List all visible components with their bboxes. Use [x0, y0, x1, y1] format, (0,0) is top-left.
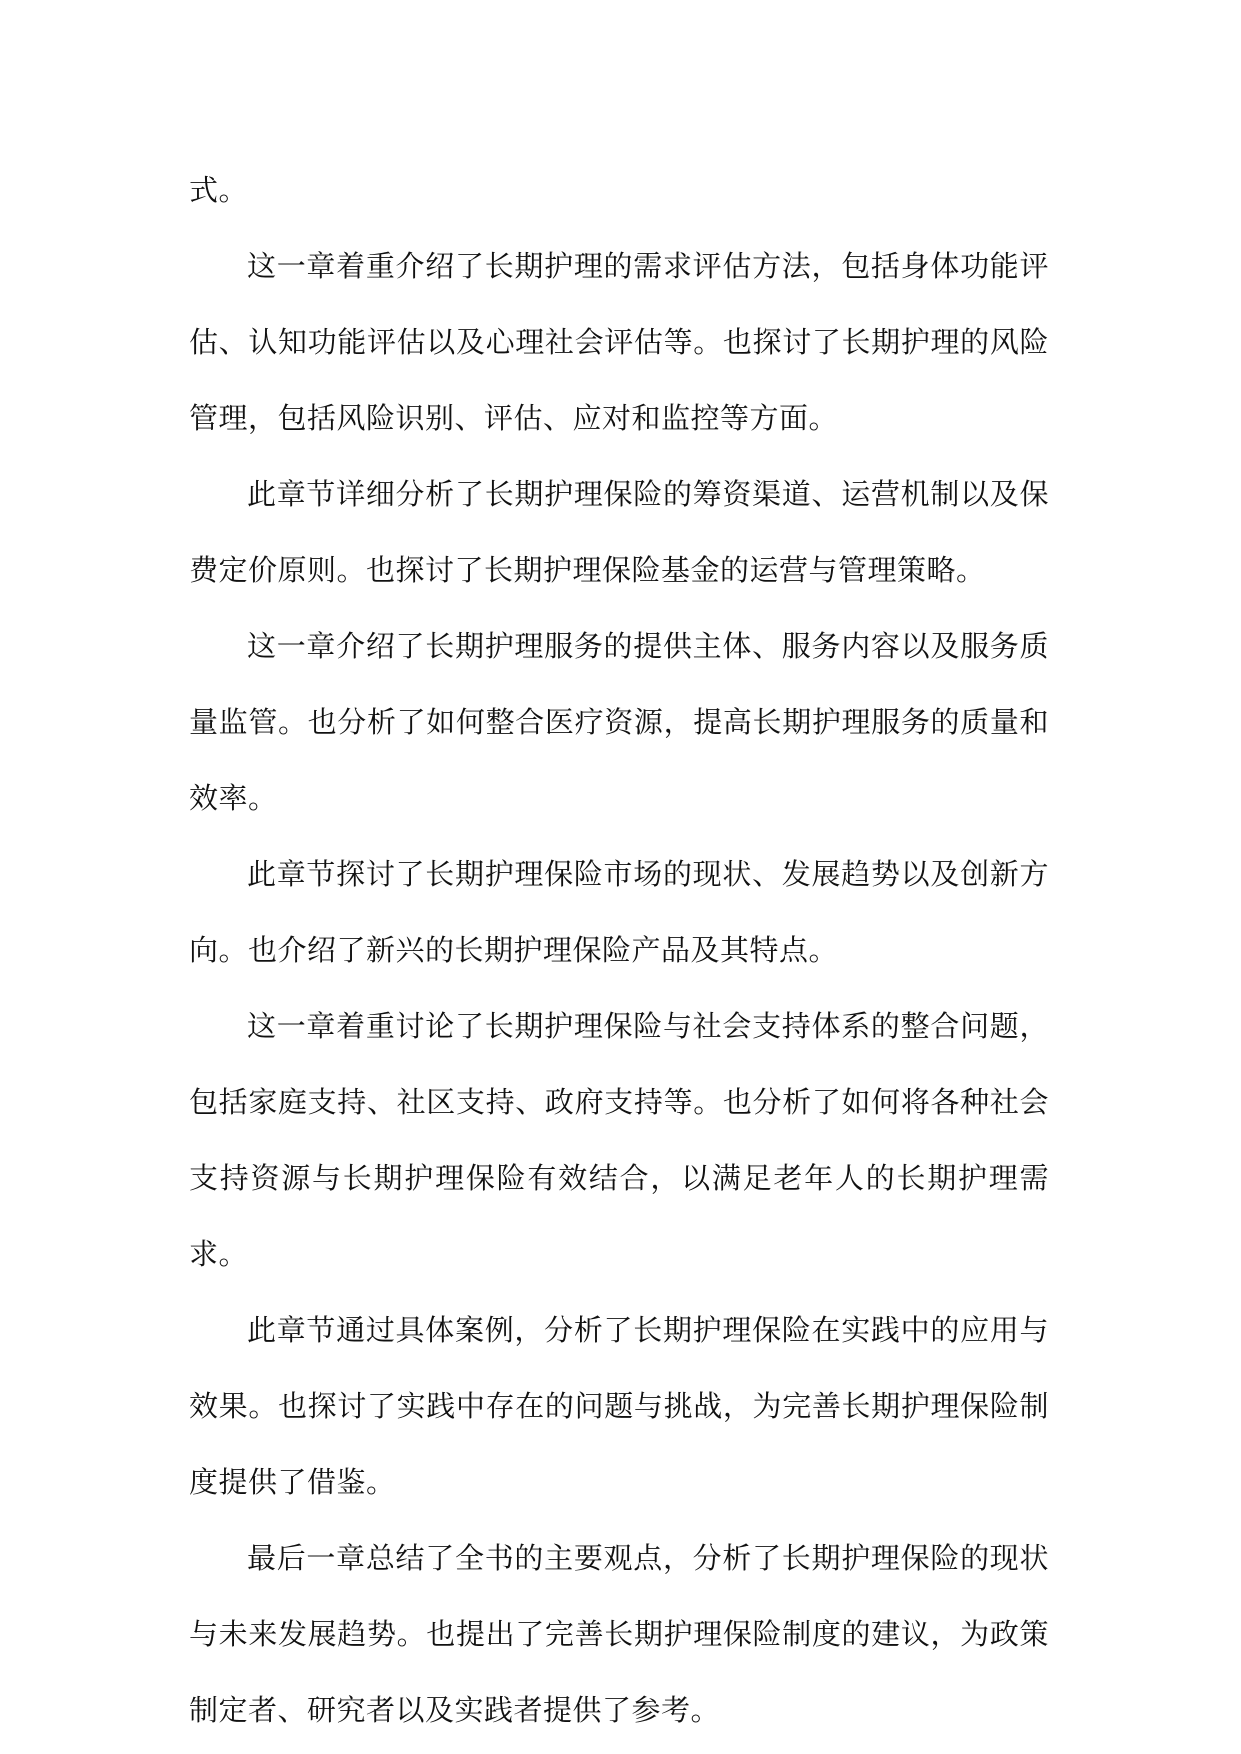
paragraph-market: 此章节探讨了长期护理保险市场的现状、发展趋势以及创新方向。也介绍了新兴的长期护理保险产品及其特点。 — [189, 857, 1049, 967]
paragraph-needs-assessment: 这一章着重介绍了长期护理的需求评估方法，包括身体功能评估、认知功能评估以及心理社会评估等。也探讨了长期护理的风险管理，包括风险识别、评估、应对和监控等方面。 — [189, 249, 1049, 435]
paragraph-continuation: 式。 — [189, 173, 249, 207]
paragraph-case-studies: 此章节通过具体案例，分析了长期护理保险在实践中的应用与效果。也探讨了实践中存在的问题与挑战，为完善长期护理保险制度提供了借鉴。 — [189, 1313, 1049, 1499]
paragraph-financing: 此章节详细分析了长期护理保险的筹资渠道、运营机制以及保费定价原则。也探讨了长期护理保险基金的运营与管理策略。 — [189, 477, 1049, 587]
paragraph-conclusion: 最后一章总结了全书的主要观点，分析了长期护理保险的现状与未来发展趋势。也提出了完善长期护理保险制度的建议，为政策制定者、研究者以及实践者提供了参考。 — [189, 1541, 1049, 1727]
paragraph-social-support: 这一章着重讨论了长期护理保险与社会支持体系的整合问题，包括家庭支持、社区支持、政府支持等。也分析了如何将各种社会支持资源与长期护理保险有效结合，以满足老年人的长期护理需求。 — [189, 1009, 1049, 1271]
document-body — [189, 152, 1049, 1748]
paragraph-service-provision: 这一章介绍了长期护理服务的提供主体、服务内容以及服务质量监管。也分析了如何整合医疗资源，提高长期护理服务的质量和效率。 — [189, 629, 1049, 815]
